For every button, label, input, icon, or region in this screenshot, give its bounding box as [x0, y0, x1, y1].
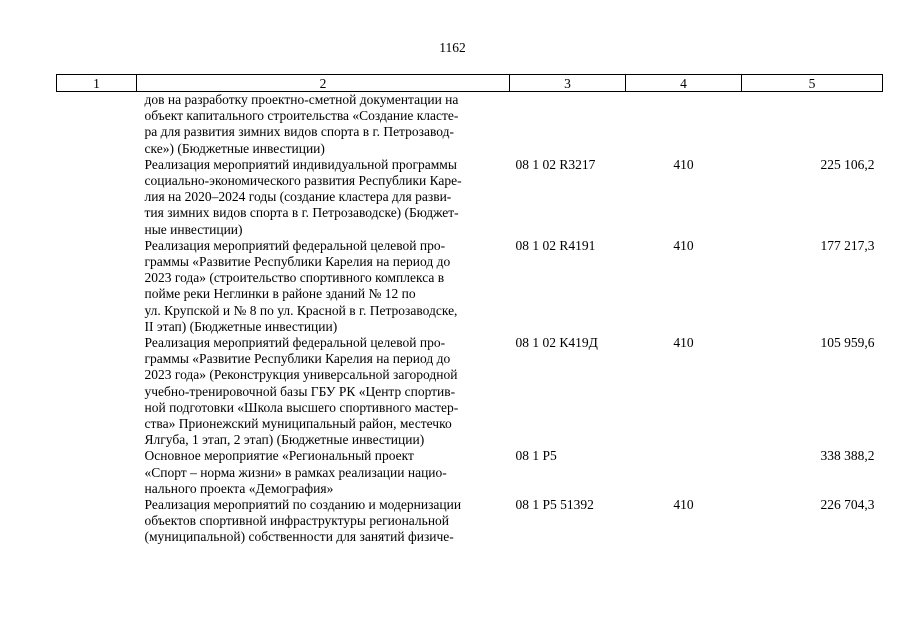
row-name-line: лия на 2020–2024 годы (создание кластера для разви-: [144, 189, 452, 205]
row-index-cell: [57, 335, 137, 448]
row-name-cell: [137, 92, 510, 157]
row-name-line: пойме реки Неглинки в районе зданий № 12 по: [144, 286, 416, 302]
row-sum-cell: 177 217,3: [820, 237, 875, 253]
row-name-line: Основное мероприятие «Региональный проект: [144, 448, 414, 464]
header-col-5: 5: [742, 75, 883, 92]
header-col-2: 2: [137, 75, 510, 92]
row-name-line: учебно-тренировочной базы ГБУ РК «Центр спортив-: [144, 383, 456, 399]
row-type-cell: 410: [673, 237, 694, 253]
row-type-cell: 410: [673, 497, 694, 513]
row-name-cell: [137, 157, 510, 238]
row-sum-cell: 338 388,2: [820, 448, 875, 464]
page-number: 1162: [439, 40, 466, 55]
row-sum-cell: 105 959,6: [820, 335, 875, 351]
row-name-line: «Спорт – норма жизни» в рамках реализации нацио-: [144, 464, 447, 480]
row-sum-cell: [742, 92, 883, 157]
row-index-cell: [57, 497, 137, 546]
row-name-cell: [137, 448, 510, 497]
table-body: [57, 92, 883, 546]
budget-table: [56, 74, 883, 546]
row-name-cell: [137, 335, 510, 448]
row-code-cell: 08 1 P5: [515, 448, 557, 464]
row-type-cell: 410: [673, 156, 694, 172]
row-name-line: Реализация мероприятий федеральной целевой про-: [144, 335, 446, 351]
row-name-line: Реализация мероприятий индивидуальной программы: [144, 156, 457, 172]
row-name-line: граммы «Развитие Республики Карелия на период до: [144, 351, 451, 367]
row-name-line: ной подготовки «Школа высшего спортивного мастер-: [144, 399, 459, 415]
row-name-line: дов на разработку проектно-сметной документации на: [144, 92, 459, 107]
row-name-line: 2023 года» (Реконструкция универсальной загородной: [144, 367, 458, 383]
header-col-4: 4: [626, 75, 742, 92]
row-name-line: II этап) (Бюджетные инвестиции): [144, 318, 338, 334]
table-row: [57, 157, 883, 238]
row-name-line: (муниципальной) собственности для занятий физиче-: [144, 529, 454, 545]
row-index-cell: [57, 92, 137, 157]
row-name-line: граммы «Развитие Республики Карелия на период до: [144, 254, 451, 270]
row-name-cell: [137, 497, 510, 546]
row-name-line: ске») (Бюджетные инвестиции): [144, 140, 325, 156]
row-name-line: Ялгуба, 1 этап, 2 этап) (Бюджетные инвестиции): [144, 432, 425, 448]
table-row: [57, 335, 883, 448]
row-code-cell: 08 1 02 К419Д: [515, 335, 598, 351]
row-index-cell: [57, 448, 137, 497]
row-code-cell: 08 1 P5 51392: [515, 497, 594, 513]
row-name-line: Реализация мероприятий по созданию и модернизации: [144, 497, 462, 513]
row-name-line: ул. Крупской и № 8 по ул. Красной в г. Петрозаводске,: [144, 302, 458, 318]
header-col-3: 3: [510, 75, 626, 92]
table-row: [57, 497, 883, 546]
row-code-cell: 08 1 02 R3217: [515, 156, 596, 172]
row-name-cell: [137, 238, 510, 335]
table-header-row: [57, 75, 883, 92]
row-name-line: социально-экономического развития Республики Каре-: [144, 173, 462, 189]
header-col-1: 1: [57, 75, 137, 92]
row-name-line: ные инвестиции): [144, 221, 243, 237]
row-name-line: нального проекта «Демография»: [144, 480, 334, 496]
table-row: [57, 238, 883, 335]
row-name-line: ства» Прионежский муниципальный район, местечко: [144, 416, 452, 432]
table-row: [57, 92, 883, 157]
row-name-line: 2023 года» (строительство спортивного комплекса в: [144, 270, 445, 286]
row-name-line: тия зимних видов спорта в г. Петрозаводске) (Бюджет-: [144, 205, 459, 221]
row-index-cell: [57, 157, 137, 238]
row-name-line: Реализация мероприятий федеральной целевой про-: [144, 237, 446, 253]
row-sum-cell: 225 106,2: [820, 156, 875, 172]
table-row: [57, 448, 883, 497]
row-code-cell: [510, 92, 626, 157]
row-type-cell: [626, 448, 742, 497]
row-name-line: объект капитального строительства «Создание класте-: [144, 108, 459, 124]
row-name-line: ра для развития зимних видов спорта в г. Петрозавод-: [144, 124, 454, 140]
row-type-cell: [626, 92, 742, 157]
row-code-cell: 08 1 02 R4191: [515, 237, 596, 253]
row-name-line: объектов спортивной инфраструктуры региональной: [144, 513, 450, 529]
row-index-cell: [57, 238, 137, 335]
row-sum-cell: 226 704,3: [820, 497, 875, 513]
row-type-cell: 410: [673, 335, 694, 351]
